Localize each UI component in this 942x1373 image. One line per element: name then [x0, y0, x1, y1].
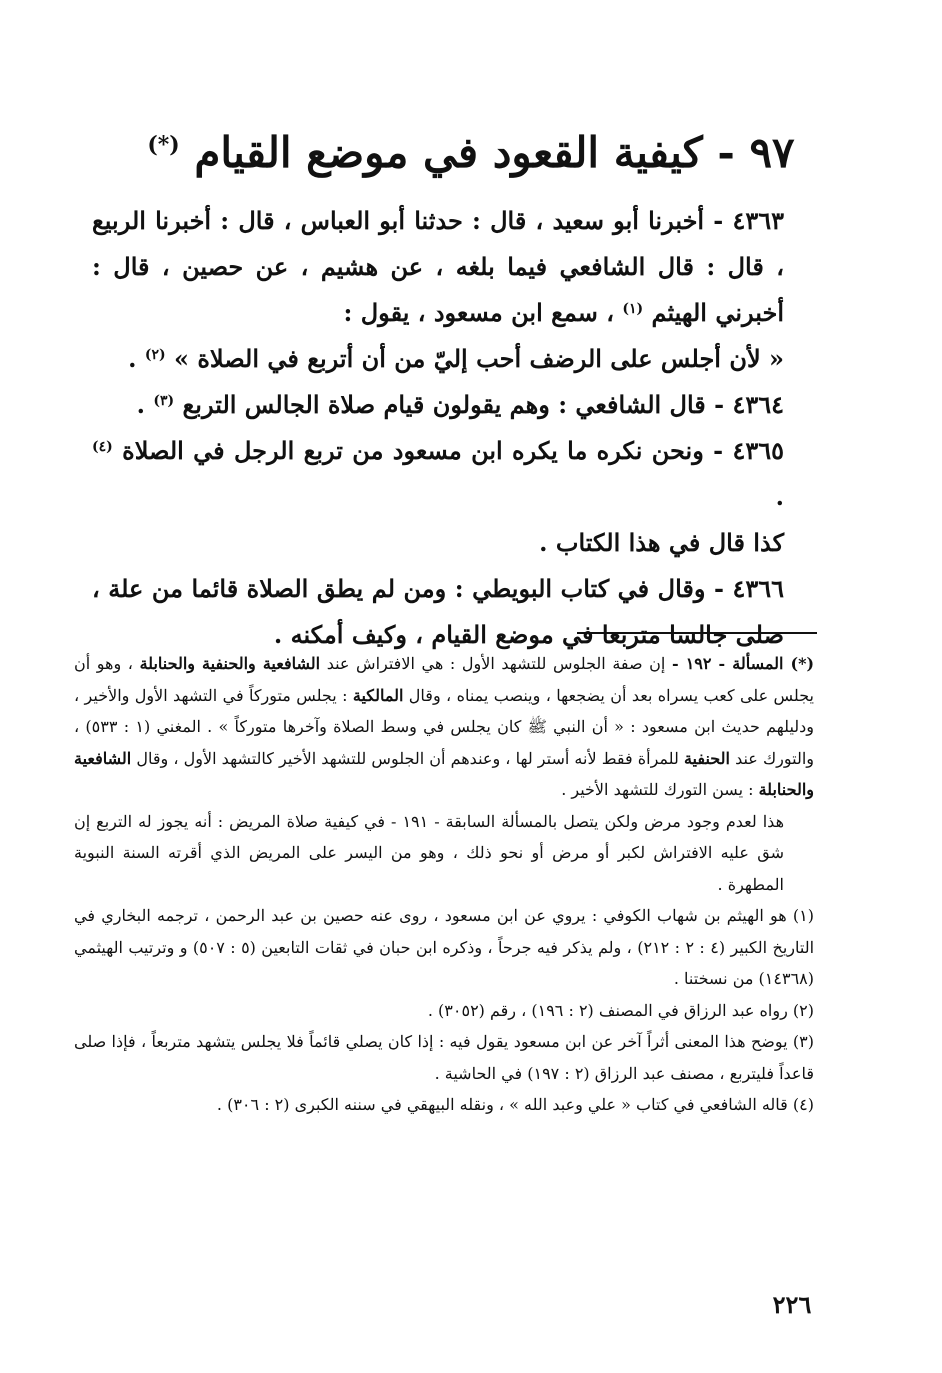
paragraph-quote [92, 336, 822, 382]
footnote-2: (٢) رواه عبد الرزاق في المصنف (٢ : ١٩٦) ، رقم (٣٠٥٢) . [427, 1000, 814, 1020]
note-bold: الشافعية والحنفية والحنابلة [139, 654, 321, 673]
note-text: : يجلس متوركاً في التشهد الأول والأخير ، ودليلهم حديث ابن مسعود : « أن النبي ﷺ كان يجلس في وسط الصلاة وآخرها متوركاً » . المغني (١ : ٥٣٣) ، والتورك عند [74, 685, 815, 768]
footnote-star [74, 648, 814, 806]
footnote-ref: (٤) [92, 439, 113, 455]
paragraph-4365 [92, 428, 822, 520]
main-text [92, 198, 822, 658]
note-text: : يسن التورك للتشهد الأخير . [561, 780, 754, 799]
note-text: إن صفة الجلوس للتشهد الأول : هي الافتراش عند [326, 654, 666, 673]
chapter-title [0, 128, 942, 177]
note-bold: المالكية [352, 685, 404, 705]
footnote-ref: (١) [622, 301, 644, 317]
footnote-divider [577, 632, 817, 634]
paragraph-text: ٤٣٦٣ - أخبرنا أبو سعيد ، قال : حدثنا أبو العباس ، قال : أخبرنا الربيع ، قال : قال الشافعي فيما بلغه ، عن هشيم ، عن حصين ، قال : أخبرني الهيثم [92, 206, 784, 327]
paragraph-tail: . [775, 482, 784, 511]
issue-label: (*) المسألة - ١٩٢ - [671, 654, 815, 673]
chapter-title-text: ٩٧ - كيفية القعود في موضع القيام [194, 128, 795, 177]
paragraph-text: « لأن أجلس على الرضف أحب إليّ من أن أتربع في الصلاة » [173, 344, 784, 373]
paragraph-text: ٤٣٦٤ - قال الشافعي : وهم يقولون قيام صلاة الجالس التربع [182, 390, 784, 419]
paragraph-note [92, 520, 822, 566]
paragraph-4363 [92, 198, 822, 336]
footnote-extra: هذا لعدم وجود مرض ولكن يتصل بالمسألة السابقة - ١٩١ - في كيفية صلاة المريض : أنه يجوز له التربع إن شق عليه الافتراش لكبر أو مرض أو نحو ذلك ، وهو من اليسر على المريض الذي أقرته السنة النبوية المطهرة . [74, 811, 785, 894]
note-bold: الشافعية والحنابلة [74, 748, 814, 799]
footnote-3: (٣) يوضح هذا المعنى أثراً آخر عن ابن مسعود يقول فيه : إذا كان يصلي قائماً فلا يجلس يتشهد متربعاً ، فإذا صلى قاعداً فليتربع ، مصنف عبد الرزاق (٢ : ١٩٧) في الحاشية . [74, 1032, 814, 1083]
note-bold: الحنفية [683, 748, 730, 768]
footnote-4: (٤) قاله الشافعي في كتاب « علي وعبد الله » ، ونقله البيهقي في سننه الكبرى (٢ : ٣٠٦) . [216, 1095, 814, 1114]
paragraph-4366 [92, 566, 822, 658]
footnote-1: (١) هو الهيثم بن شهاب الكوفي : يروي عن ابن مسعود ، روى عنه حصين بن عبد الرحمن ، ترجمه البخاري في التاريخ الكبير (٤ : ٢ : ٢١٢) ، ولم يذكر فيه جرحاً ، وذكره ابن حبان في ثقات التابعين (٥ : ٥٠٧) و وترتيب الهيثمي (١٤٣٦٨) من نسختنا . [74, 906, 815, 988]
paragraph-tail: . [136, 390, 146, 419]
note-text: للمرأة فقط لأنه أستر لها ، وعندهم أن الجلوس للتشهد الأخير كالتشهد الأول ، وقال [136, 748, 679, 768]
chapter-title-marker: (*) [147, 132, 180, 158]
footnote-ref: (٣) [153, 393, 175, 409]
paragraph-text: ٤٣٦٥ - ونحن نكره ما يكره ابن مسعود من تربع الرجل في الصلاة [122, 436, 785, 465]
paragraph-tail: . [128, 344, 137, 373]
footnotes [74, 648, 814, 1121]
note-text: ، وهو أن يجلس على كعب يسراه بعد أن يضجعها ، وينصب يمناه ، وقال [74, 654, 814, 705]
paragraph-4364 [92, 382, 822, 428]
paragraph-text: ٤٣٦٦ - وقال في كتاب البويطي : ومن لم يطق الصلاة قائما من علة ، صلى جالسا متربعا في موضع القيام ، وكيف أمكنه . [92, 574, 784, 649]
page-number: ٢٢٦ [772, 1290, 812, 1319]
paragraph-tail: ، سمع ابن مسعود ، يقول : [343, 298, 614, 327]
footnote-ref: (٢) [144, 347, 166, 363]
paragraph-text: كذا قال في هذا الكتاب . [539, 528, 784, 557]
